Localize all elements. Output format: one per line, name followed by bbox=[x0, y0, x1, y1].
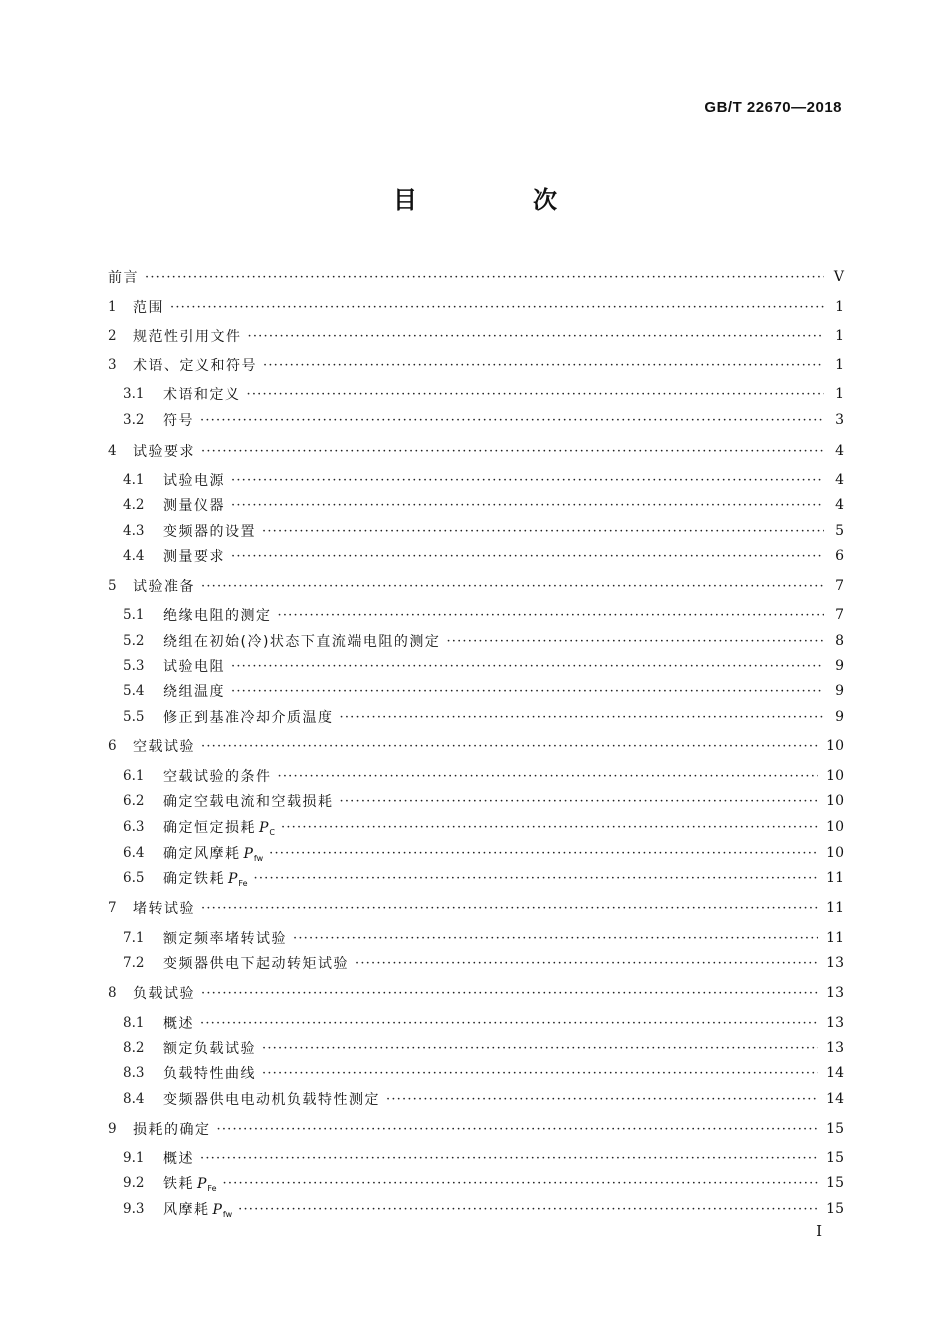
toc-entry-label bbox=[163, 605, 272, 625]
toc-entry-text: 变频器供电电动机负载特性测定 bbox=[163, 1092, 380, 1108]
toc-entry[interactable] bbox=[123, 815, 844, 839]
dot-leader bbox=[145, 270, 824, 285]
symbol: P bbox=[243, 846, 253, 862]
toc-entry-number: 6.3 bbox=[123, 819, 145, 835]
toc-entry-text: 变频器供电下起动转矩试验 bbox=[163, 956, 349, 972]
toc-entry[interactable] bbox=[123, 1146, 844, 1170]
toc-entry-text: 范围 bbox=[133, 300, 164, 316]
toc-entry-text: 试验电源 bbox=[163, 473, 225, 489]
toc-entry-number: 6 bbox=[108, 738, 117, 754]
toc-entry[interactable] bbox=[108, 981, 844, 1005]
toc-entry-page: 15 bbox=[826, 1121, 844, 1137]
symbol-subscript: Fe bbox=[207, 1184, 217, 1193]
toc-entry-label bbox=[163, 817, 275, 837]
toc-entry-page: 1 bbox=[835, 357, 844, 373]
toc-entry-number: 8.1 bbox=[123, 1015, 145, 1031]
dot-leader bbox=[247, 387, 825, 402]
dot-leader bbox=[446, 634, 824, 649]
toc-entry-number: 6.1 bbox=[123, 768, 145, 784]
toc-entry-label bbox=[133, 355, 257, 375]
dot-leader bbox=[340, 710, 825, 725]
toc-entry-page: 14 bbox=[826, 1065, 844, 1081]
toc-entry-number: 8 bbox=[108, 985, 117, 1001]
toc-entry-text: 铁耗 bbox=[163, 1176, 194, 1192]
page-number: I bbox=[816, 1222, 822, 1240]
toc-entry-number: 4.4 bbox=[123, 548, 145, 564]
toc-entry-text: 术语、定义和符号 bbox=[133, 358, 257, 374]
toc-entry[interactable] bbox=[123, 519, 844, 543]
toc-entry-number: 8.3 bbox=[123, 1065, 145, 1081]
toc-entry-text: 绝缘电阻的测定 bbox=[163, 608, 272, 624]
toc-entry-label bbox=[163, 410, 194, 430]
toc-entry[interactable] bbox=[123, 951, 844, 975]
toc-entry-page: 8 bbox=[835, 633, 844, 649]
toc-entry-number: 2 bbox=[108, 328, 117, 344]
toc-entry-label bbox=[163, 868, 248, 888]
toc-entry-page: 14 bbox=[826, 1091, 844, 1107]
toc-entry-text: 概述 bbox=[163, 1151, 194, 1167]
toc-entry-label bbox=[133, 297, 164, 317]
symbol-subscript: Fe bbox=[238, 879, 248, 888]
toc-entry-number: 4.1 bbox=[123, 472, 145, 488]
toc-entry-label bbox=[133, 576, 195, 596]
toc-entry-text: 风摩耗 bbox=[163, 1202, 210, 1218]
toc-entry[interactable] bbox=[123, 654, 844, 678]
dot-leader bbox=[217, 1122, 819, 1137]
toc-entry-text: 术语和定义 bbox=[163, 387, 241, 403]
dot-leader bbox=[293, 931, 818, 946]
toc-entry-number: 6.5 bbox=[123, 870, 145, 886]
toc-entry-page: 11 bbox=[826, 870, 844, 886]
toc-entry-text: 确定风摩耗 bbox=[163, 846, 241, 862]
symbol-subscript: fw bbox=[253, 854, 264, 863]
toc-entry-page: 1 bbox=[835, 328, 844, 344]
toc-entry[interactable] bbox=[123, 468, 844, 492]
dot-leader bbox=[201, 579, 824, 594]
toc-entry-label bbox=[163, 1199, 232, 1219]
dot-leader bbox=[281, 820, 818, 835]
toc-entry-text: 试验要求 bbox=[133, 444, 195, 460]
toc-entry-number: 5.3 bbox=[123, 658, 145, 674]
dot-leader bbox=[231, 549, 824, 564]
toc-entry-number: 3.1 bbox=[123, 386, 145, 402]
toc-entry-text: 变频器的设置 bbox=[163, 524, 256, 540]
toc-entry[interactable] bbox=[123, 1036, 844, 1060]
toc-entry-label bbox=[163, 681, 225, 701]
toc-entry-number: 7 bbox=[108, 900, 117, 916]
toc-entry-label bbox=[163, 953, 349, 973]
dot-leader bbox=[170, 300, 824, 315]
dot-leader bbox=[262, 1066, 818, 1081]
toc-entry-page: 3 bbox=[835, 412, 844, 428]
toc-entry-text: 绕组在初始(冷)状态下直流端电阻的测定 bbox=[163, 634, 441, 650]
toc-entry-page: 11 bbox=[826, 900, 844, 916]
toc-entry[interactable] bbox=[108, 324, 844, 348]
toc-entry-label bbox=[133, 441, 195, 461]
toc-entry-text: 概述 bbox=[163, 1016, 194, 1032]
symbol: P bbox=[228, 871, 238, 887]
toc-entry-label bbox=[163, 1148, 194, 1168]
toc-entry-label bbox=[163, 495, 225, 515]
toc-entry-number: 6.4 bbox=[123, 845, 145, 861]
toc-entry-page: 10 bbox=[826, 845, 844, 861]
dot-leader bbox=[386, 1092, 818, 1107]
toc-entry-text: 负载试验 bbox=[133, 986, 195, 1002]
dot-leader bbox=[269, 846, 818, 861]
symbol-subscript: C bbox=[269, 828, 276, 837]
toc-entry-text: 测量要求 bbox=[163, 549, 225, 565]
toc-entry-label bbox=[163, 843, 263, 863]
toc-entry-label bbox=[163, 1063, 256, 1083]
toc-entry-page: 15 bbox=[826, 1150, 844, 1166]
toc-entry[interactable] bbox=[123, 629, 844, 653]
toc-entry[interactable] bbox=[123, 1087, 844, 1111]
toc-entry-text: 试验电阻 bbox=[163, 659, 225, 675]
toc-entry[interactable] bbox=[123, 544, 844, 568]
toc-entry[interactable] bbox=[108, 265, 844, 289]
dot-leader bbox=[231, 684, 824, 699]
toc-entry-label bbox=[163, 656, 225, 676]
toc-entry-number: 8.2 bbox=[123, 1040, 145, 1056]
toc-entry-page: V bbox=[833, 269, 844, 285]
toc-entry[interactable] bbox=[108, 439, 844, 463]
toc-entry-number: 4 bbox=[108, 443, 117, 459]
toc-entry[interactable] bbox=[123, 493, 844, 517]
toc-entry-number: 9.2 bbox=[123, 1175, 145, 1191]
dot-leader bbox=[200, 1016, 818, 1031]
toc-entry-label bbox=[163, 707, 334, 727]
toc-entry[interactable] bbox=[123, 789, 844, 813]
toc-entry-text: 测量仪器 bbox=[163, 498, 225, 514]
toc-entry-page: 4 bbox=[835, 443, 844, 459]
toc-entry-page: 13 bbox=[826, 955, 844, 971]
dot-leader bbox=[231, 498, 824, 513]
toc-entry[interactable] bbox=[123, 841, 844, 865]
toc-entry-page: 10 bbox=[826, 738, 844, 754]
toc-entry-page: 7 bbox=[835, 607, 844, 623]
toc-entry-number: 9.3 bbox=[123, 1201, 145, 1217]
dot-leader bbox=[262, 524, 824, 539]
toc-entry-number: 8.4 bbox=[123, 1091, 145, 1107]
symbol: P bbox=[212, 1202, 222, 1218]
toc-entry-text: 负载特性曲线 bbox=[163, 1066, 256, 1082]
dot-leader bbox=[238, 1202, 818, 1217]
toc-entry[interactable] bbox=[108, 353, 844, 377]
toc-entry-text: 损耗的确定 bbox=[133, 1122, 211, 1138]
toc-entry-label bbox=[163, 928, 287, 948]
toc-entry-label bbox=[163, 1089, 380, 1109]
toc-entry-page: 1 bbox=[835, 386, 844, 402]
toc-entry-page: 9 bbox=[835, 658, 844, 674]
dot-leader bbox=[231, 473, 824, 488]
toc-entry-label bbox=[163, 384, 241, 404]
toc-entry[interactable] bbox=[123, 705, 844, 729]
toc-entry[interactable] bbox=[123, 764, 844, 788]
toc-entry-text: 空载试验的条件 bbox=[163, 769, 272, 785]
toc-entry-label bbox=[163, 1173, 217, 1193]
toc-entry-text: 额定频率堵转试验 bbox=[163, 931, 287, 947]
toc-entry-page: 13 bbox=[826, 985, 844, 1001]
dot-leader bbox=[200, 1151, 818, 1166]
toc-entry-label bbox=[163, 1013, 194, 1033]
dot-leader bbox=[201, 444, 824, 459]
dot-leader bbox=[262, 1041, 818, 1056]
toc-entry[interactable] bbox=[123, 408, 844, 432]
dot-leader bbox=[254, 871, 819, 886]
toc-entry-page: 4 bbox=[835, 472, 844, 488]
dot-leader bbox=[201, 986, 818, 1001]
toc-entry-page: 7 bbox=[835, 578, 844, 594]
toc-entry[interactable] bbox=[123, 382, 844, 406]
toc-entry-page: 13 bbox=[826, 1040, 844, 1056]
toc-entry-text: 绕组温度 bbox=[163, 684, 225, 700]
dot-leader bbox=[248, 329, 825, 344]
toc-entry-text: 前言 bbox=[108, 270, 139, 286]
dot-leader bbox=[201, 901, 818, 916]
toc-entry-number: 9 bbox=[108, 1121, 117, 1137]
dot-leader bbox=[355, 956, 818, 971]
toc-entry-label bbox=[133, 1119, 211, 1139]
toc-entry-page: 4 bbox=[835, 497, 844, 513]
toc-entry-number: 3.2 bbox=[123, 412, 145, 428]
toc-entry-number: 5.2 bbox=[123, 633, 145, 649]
toc-entry-page: 9 bbox=[835, 709, 844, 725]
toc-entry[interactable] bbox=[123, 926, 844, 950]
toc-entry-number: 9.1 bbox=[123, 1150, 145, 1166]
toc-entry-label bbox=[133, 736, 195, 756]
toc-entry-label bbox=[133, 983, 195, 1003]
symbol-subscript: fw bbox=[222, 1210, 233, 1219]
page-title: 目 次 bbox=[393, 186, 603, 214]
toc-entry-text: 符号 bbox=[163, 413, 194, 429]
toc-entry-label bbox=[163, 470, 225, 490]
toc-entry-text: 试验准备 bbox=[133, 579, 195, 595]
toc-entry-label bbox=[163, 546, 225, 566]
toc-entry[interactable] bbox=[123, 679, 844, 703]
toc-entry-text: 确定空载电流和空载损耗 bbox=[163, 794, 334, 810]
toc-entry[interactable] bbox=[108, 734, 844, 758]
toc-entry-label bbox=[163, 1038, 256, 1058]
toc-entry-number: 5.4 bbox=[123, 683, 145, 699]
dot-leader bbox=[278, 769, 819, 784]
dot-leader bbox=[263, 358, 824, 373]
toc-entry-page: 10 bbox=[826, 768, 844, 784]
toc-entry-number: 1 bbox=[108, 299, 117, 315]
toc-entry-label bbox=[163, 766, 272, 786]
toc-entry[interactable] bbox=[123, 1197, 844, 1221]
toc-entry-number: 5.1 bbox=[123, 607, 145, 623]
toc-entry-text: 确定铁耗 bbox=[163, 871, 225, 887]
toc-entry-label bbox=[163, 631, 440, 651]
toc-entry-label bbox=[133, 326, 242, 346]
toc-entry[interactable] bbox=[108, 1117, 844, 1141]
toc-entry-page: 15 bbox=[826, 1201, 844, 1217]
toc-entry-number: 7.1 bbox=[123, 930, 145, 946]
toc-entry[interactable] bbox=[123, 1171, 844, 1195]
dot-leader bbox=[200, 413, 824, 428]
toc-entry-page: 13 bbox=[826, 1015, 844, 1031]
toc-entry-text: 确定恒定损耗 bbox=[163, 820, 256, 836]
toc-entry[interactable] bbox=[108, 574, 844, 598]
toc-entry-page: 5 bbox=[835, 523, 844, 539]
toc-entry-number: 5 bbox=[108, 578, 117, 594]
dot-leader bbox=[223, 1176, 819, 1191]
toc-entry-page: 11 bbox=[826, 930, 844, 946]
toc-entry[interactable] bbox=[123, 1061, 844, 1085]
toc-entry[interactable] bbox=[123, 1011, 844, 1035]
toc-entry-number: 7.2 bbox=[123, 955, 145, 971]
toc-entry[interactable] bbox=[108, 896, 844, 920]
standard-code: GB/T 22670—2018 bbox=[704, 99, 842, 116]
toc-entry-page: 1 bbox=[835, 299, 844, 315]
toc-entry-page: 10 bbox=[826, 793, 844, 809]
toc-entry-label bbox=[163, 521, 256, 541]
toc-entry[interactable] bbox=[108, 295, 844, 319]
symbol: P bbox=[259, 820, 269, 836]
toc-entry-text: 规范性引用文件 bbox=[133, 329, 242, 345]
toc-entry-number: 4.3 bbox=[123, 523, 145, 539]
dot-leader bbox=[201, 739, 818, 754]
toc-entry-label bbox=[163, 791, 334, 811]
toc-entry-number: 3 bbox=[108, 357, 117, 373]
toc-entry-number: 4.2 bbox=[123, 497, 145, 513]
toc-entry-label bbox=[108, 267, 139, 287]
toc-entry-text: 空载试验 bbox=[133, 739, 195, 755]
toc-entry-page: 6 bbox=[835, 548, 844, 564]
dot-leader bbox=[278, 608, 825, 623]
toc-entry-label bbox=[133, 898, 195, 918]
toc-entry-number: 6.2 bbox=[123, 793, 145, 809]
toc-entry-page: 15 bbox=[826, 1175, 844, 1191]
toc-entry[interactable] bbox=[123, 866, 844, 890]
toc-entry-page: 9 bbox=[835, 683, 844, 699]
toc-entry-text: 堵转试验 bbox=[133, 901, 195, 917]
toc-entry-number: 5.5 bbox=[123, 709, 145, 725]
toc-entry[interactable] bbox=[123, 603, 844, 627]
dot-leader bbox=[231, 659, 824, 674]
toc-entry-page: 10 bbox=[826, 819, 844, 835]
toc-entry-text: 修正到基准冷却介质温度 bbox=[163, 710, 334, 726]
toc-entry-text: 额定负载试验 bbox=[163, 1041, 256, 1057]
dot-leader bbox=[340, 794, 819, 809]
symbol: P bbox=[197, 1176, 207, 1192]
